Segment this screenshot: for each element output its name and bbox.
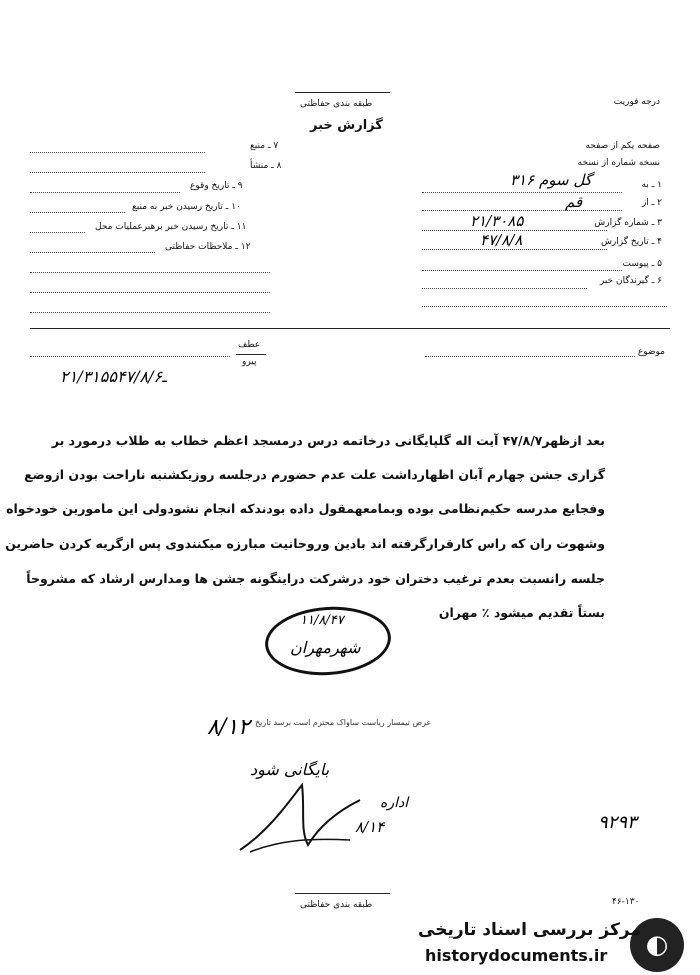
body-line-3: وفجایع مدرسه حکیم‌نظامی بوده وبمامعهمقول داده بودندکه انجام نشودولی این مامورین خودخواه [6, 501, 605, 516]
source-dots [30, 152, 205, 153]
signature-scribble [230, 770, 370, 860]
attachment-dots [422, 270, 622, 271]
handwritten-office: اداره [380, 795, 409, 811]
subject-label: موضوع [637, 347, 665, 357]
occurrence-date-dots [30, 192, 180, 193]
reference-dots [30, 356, 230, 357]
body-line-4: وشهوت ران که راس کارقرارگرفته اند بادین وروحانیت مبارزه میکنندوی پس ازگریه کردن حاضرین [5, 536, 605, 551]
page-number-line: صفحه یکم از صفحه [585, 141, 660, 151]
reference-rule [236, 354, 266, 355]
report-date-label: ۴ ـ تاریخ گزارش [600, 237, 662, 247]
notes-dots-4 [30, 312, 270, 313]
classification-rule-top [295, 92, 390, 93]
watermark-title: مرکز بررسی اسناد تاریخی [418, 920, 641, 940]
attachment-label: ۵ ـ پیوست [622, 259, 662, 269]
report-number-value: ۲۱/۳۰۸۵ [470, 212, 524, 230]
body-line-5: جلسه رانسبت بعدم ترغیب دختران خود درشرکت دراینگونه جشن ها ومدارس ارشاد که مشروحاً [26, 571, 605, 586]
origin-label: ۸ ـ منشأ [250, 161, 282, 171]
notes-dots-2 [30, 272, 270, 273]
reference-label: عطف [238, 340, 261, 350]
security-notes-label: ۱۲ ـ ملاحظات حفاظتی [165, 242, 251, 252]
archive-logo-icon: ◐ [630, 918, 684, 972]
body-line-2: گزاری جشن چهارم آبان اظهارداشت علت عدم حضورم درجلسه روزیکشنبه ناراحت بودن ازوضع [24, 467, 605, 482]
from-value: قم [565, 193, 583, 211]
to-dots [422, 192, 622, 193]
stamp-date: ۱۱/۸/۴۷ [300, 613, 344, 628]
urgency-label: درجه فوریت [613, 97, 660, 107]
body-line-1: بعد ازظهر۴۷/۸/۷ آیت اله گلپایگانی درخاتمه درس درمسجد اعظم خطاب به طلاب درمورد بر [51, 433, 605, 448]
body-line-6: بستاً تقدیم میشود ٪ مهران [438, 605, 605, 620]
watermark-url: historydocuments.ir [425, 946, 608, 965]
recipients-dots [422, 288, 587, 289]
classification-rule-bottom [295, 893, 390, 894]
handwritten-sign-date: ۸/۱۴ [355, 818, 385, 836]
receipt-source-label: ۱۰ ـ تاریخ رسیدن خبر به منبع [132, 202, 241, 212]
receipt-ops-label: ۱۱ ـ تاریخ رسیدن خبر برهبرعملیات محل [95, 222, 247, 232]
to-value: گل سوم ۳۱۶ [510, 171, 592, 189]
report-date-dots [422, 249, 607, 250]
classification-label-top: طبقه بندی حفاظتی [300, 99, 373, 109]
receipt-source-dots [30, 212, 125, 213]
report-title: گزارش خبر [310, 118, 383, 133]
source-label: ۷ ـ منبع [250, 141, 279, 151]
routing-date-mark: ۸/۱۲ [207, 715, 250, 740]
security-notes-dots [30, 252, 155, 253]
followup-label: پیرو [242, 357, 257, 367]
section-separator [30, 328, 670, 329]
notes-dots-3 [30, 292, 270, 293]
copy-number-line: نسخه شماره از نسخه [577, 158, 660, 168]
reference-number: ۲۱/۳۱۵۵ـ۴۷/۸/۶ [60, 367, 167, 386]
classification-label-bottom: طبقه بندی حفاظتی [300, 900, 373, 910]
stamp-text: شهرمهران [290, 638, 361, 657]
from-dots [422, 210, 622, 211]
origin-dots [30, 172, 205, 173]
to-label: ۱ ـ به [641, 180, 662, 190]
from-label: ۲ ـ از [641, 198, 662, 208]
occurrence-date-label: ۹ ـ تاریخ وقوع [190, 181, 243, 191]
file-number: ۹۲۹۳ [598, 812, 637, 833]
subject-dots [425, 356, 635, 357]
receipt-ops-dots [30, 232, 85, 233]
handwritten-note-archive: بایگانی شود [250, 760, 330, 779]
form-code: ۴۶-۱۳۰ [612, 897, 640, 907]
recipients-label: ۶ ـ گیرندگان خبر [599, 276, 662, 286]
report-date-value: ۴۷/۸/۸ [480, 231, 523, 249]
recipients-dots-2 [422, 306, 667, 307]
routing-note: عرض تیمسار ریاست ساواک محترم است برسد تاریخ [255, 718, 432, 727]
report-number-label: ۳ ـ شماره گزارش [594, 218, 662, 228]
